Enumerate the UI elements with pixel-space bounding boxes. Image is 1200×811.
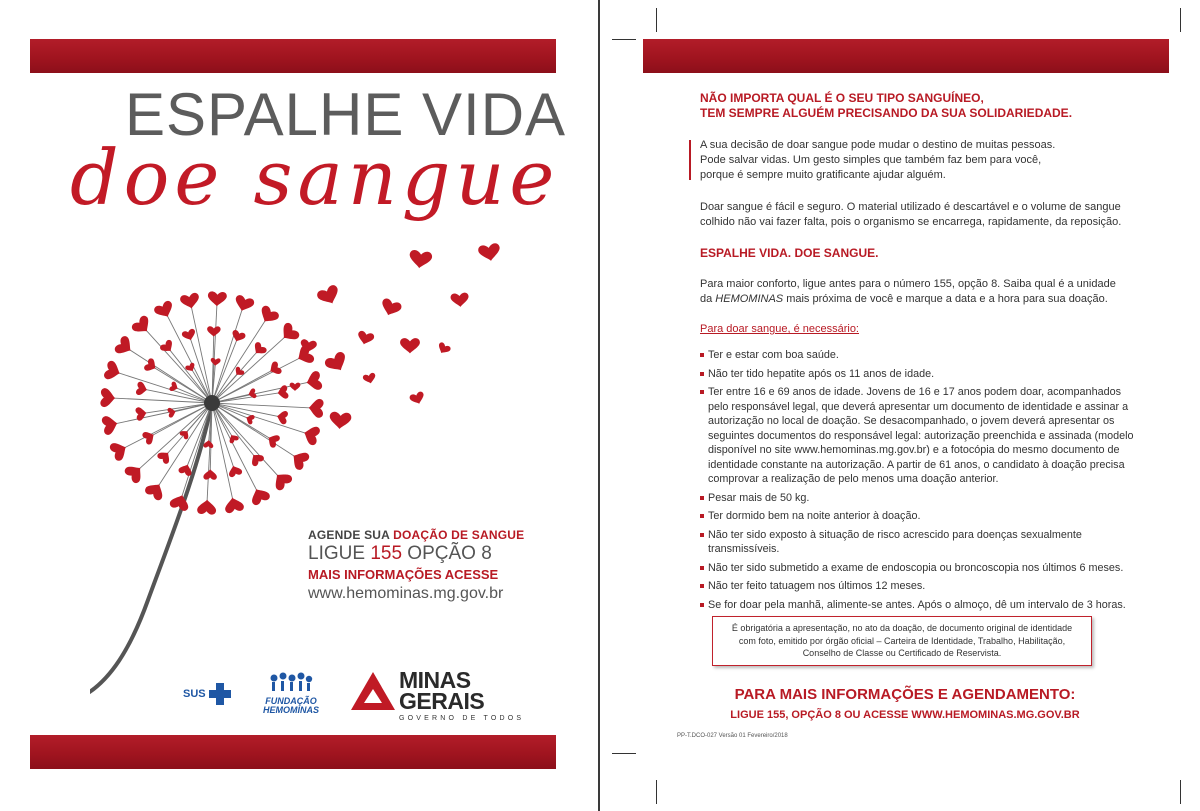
dandelion-heart (210, 358, 221, 367)
crop-mark (1180, 8, 1181, 32)
minas-gerais-triangle-icon (350, 670, 396, 712)
bottom-red-band (30, 735, 556, 769)
crop-mark (1180, 780, 1181, 804)
dandelion-heart (207, 326, 221, 337)
list-item: Pesar mais de 50 kg. (700, 491, 1140, 506)
title-espalhe-vida: ESPALHE VIDA (125, 81, 567, 148)
people-tree-icon (266, 672, 316, 692)
dandelion-heart (179, 292, 201, 310)
page-divider (598, 0, 600, 811)
schedule-label: AGENDE SUA DOAÇÃO DE SANGUE (308, 528, 525, 542)
dandelion-heart (305, 370, 323, 392)
title-doe-sangue: doe sangue (70, 133, 560, 222)
list-item: Não ter sido submetido a exame de endoscopia ou broncoscopia nos últimos 6 meses. (700, 561, 1140, 576)
dandelion-heart (233, 294, 256, 314)
dandelion-heart (276, 410, 289, 425)
more-info-label: MAIS INFORMAÇÕES ACESSE (308, 567, 499, 582)
schedule-highlight: DOAÇÃO DE SANGUE (393, 528, 525, 542)
dandelion-heart (181, 328, 197, 342)
dandelion-heart (144, 479, 168, 502)
dandelion-heart (197, 499, 217, 515)
dandelion-heart (277, 321, 301, 345)
comfort-paragraph: Para maior conforto, ligue antes para o número 155, opção 8. Saiba qual é a unidade da HEMOMINAS mais próxima de você e marque a data e a hora para sua doação. (700, 278, 1116, 305)
dandelion-center (204, 395, 220, 411)
intro-paragraph: A sua decisão de doar sangue pode mudar o destino de muitas pessoas. Pode salvar vidas. Um gesto simples que também faz bem para você, porque é sempre muito gratificante ajudar alguém. (700, 139, 1056, 181)
dandelion-heart (248, 451, 265, 468)
dandelion-heart (248, 485, 271, 507)
dandelion-heart (109, 439, 131, 462)
footer-contact: LIGUE 155, OPÇÃO 8 OU ACESSE WWW.HEMOMINAS.MG.GOV.BR (730, 709, 1080, 721)
dandelion-heart (223, 496, 245, 514)
crop-mark (656, 8, 657, 32)
list-item: Se for doar pela manhã, alimente-se antes. Após o almoço, dê um intervalo de 3 horas. (700, 598, 1140, 613)
dandelion-heart (100, 388, 116, 408)
dandelion-heart (101, 414, 119, 436)
schedule-info-block (308, 528, 598, 603)
dandelion-heart (130, 314, 154, 338)
crop-mark (612, 39, 636, 40)
dandelion-hearts-illustration (90, 240, 520, 710)
hemominas-brand: HEMOMINAS (715, 293, 784, 305)
dandelion-heart (230, 329, 246, 344)
plus-cross-icon (209, 683, 231, 705)
minas-gerais-logo: MINAS GERAIS GOVERNO DE TODOS (350, 670, 524, 722)
dandelion-heart (113, 335, 136, 359)
dandelion-heart (203, 469, 217, 480)
id-notice-box: É obrigatória a apresentação, no ato da doação, de documento original de identidade com foto, emitido por órgão oficial – Carteira de Identidade, Trabalho, Habilitação, Conselho de Classe ou Certificado de Reservista. (712, 616, 1092, 666)
safety-paragraph: Doar sangue é fácil e seguro. O material utilizado é descartável e o volume de sangue colhido não vai fazer falta, pois o organismo se encarrega, rapidamente, da reposição. (700, 201, 1122, 228)
dandelion-heart (159, 339, 176, 356)
headline: NÃO IMPORTA QUAL É O SEU TIPO SANGUÍNEO, TEM SEMPRE ALGUÉM PRECISANDO DA SUA SOLIDARIEDADE. (700, 91, 1073, 120)
dandelion-heart (276, 385, 288, 400)
call-line: LIGUE 155 OPÇÃO 8 (308, 543, 492, 564)
phone-number: 155 (370, 543, 403, 564)
dandelion-heart (123, 461, 147, 485)
slogan: ESPALHE VIDA. DOE SANGUE. (700, 246, 879, 260)
requirements-list (700, 348, 1140, 616)
requirements-title: Para doar sangue, é necessário: (700, 323, 859, 335)
version-code: PP-T.DCO-027 Versão 01 Fevereiro/2018 (677, 733, 788, 739)
list-item: Ter entre 16 e 69 anos de idade. Jovens de 16 e 17 anos podem doar, acompanhados pelo responsável legal, que deverá apresentar um documento de identidade e assinar a autorização no local de doação. Se desacompanhado, o jovem deverá apresentar os seguintes documentos do responsável legal: autorização preenchida e assinada (modelo disponível no site www.hemominas.mg.gov.br) e a fotocópia do mesmo documento de identidade constante na autorização. A partir de 61 anos, o candidato à doação precisa comprovar a realização de pelo menos uma doação anterior. (700, 385, 1140, 487)
footer-headline: PARA MAIS INFORMAÇÕES E AGENDAMENTO: (734, 686, 1076, 703)
dandelion-heart (227, 464, 243, 478)
website-link[interactable]: www.hemominas.mg.gov.br (308, 585, 504, 602)
top-red-band (643, 39, 1169, 73)
crop-mark (612, 753, 636, 754)
dandelion-stem (90, 403, 212, 695)
dandelion-heart (141, 429, 157, 446)
dandelion-heart (203, 440, 214, 449)
crop-mark (656, 780, 657, 804)
dandelion-heart (185, 362, 197, 374)
dandelion-heart (288, 448, 311, 472)
list-item: Ter e estar com boa saúde. (700, 348, 1140, 363)
dandelion-heart (267, 360, 283, 377)
list-item: Não ter sido exposto à situação de risco acrescido para doenças sexualmente transmissíveis. (700, 528, 1140, 557)
dandelion-heart (135, 406, 147, 421)
dandelion-heart (136, 381, 149, 396)
dandelion-heart (227, 432, 239, 444)
fundacao-hemominas-logo: FUNDAÇÃO HEMOMINAS (258, 672, 324, 716)
dandelion-heart (153, 300, 176, 322)
dandelion-heart (257, 304, 281, 327)
sus-logo: SUS (183, 683, 231, 705)
list-item: Ter dormido bem na noite anterior à doação. (700, 509, 1140, 524)
dandelion-heart (103, 360, 123, 383)
top-red-band (30, 39, 556, 73)
dandelion-heart (207, 291, 227, 307)
dandelion-heart (308, 398, 324, 418)
dandelion-heart (270, 468, 294, 492)
dandelion-heart (301, 424, 321, 447)
list-item: Não ter feito tatuagem nos últimos 12 meses. (700, 579, 1140, 594)
intro-rule (689, 140, 691, 180)
list-item: Não ter tido hepatite após os 11 anos de idade. (700, 367, 1140, 382)
